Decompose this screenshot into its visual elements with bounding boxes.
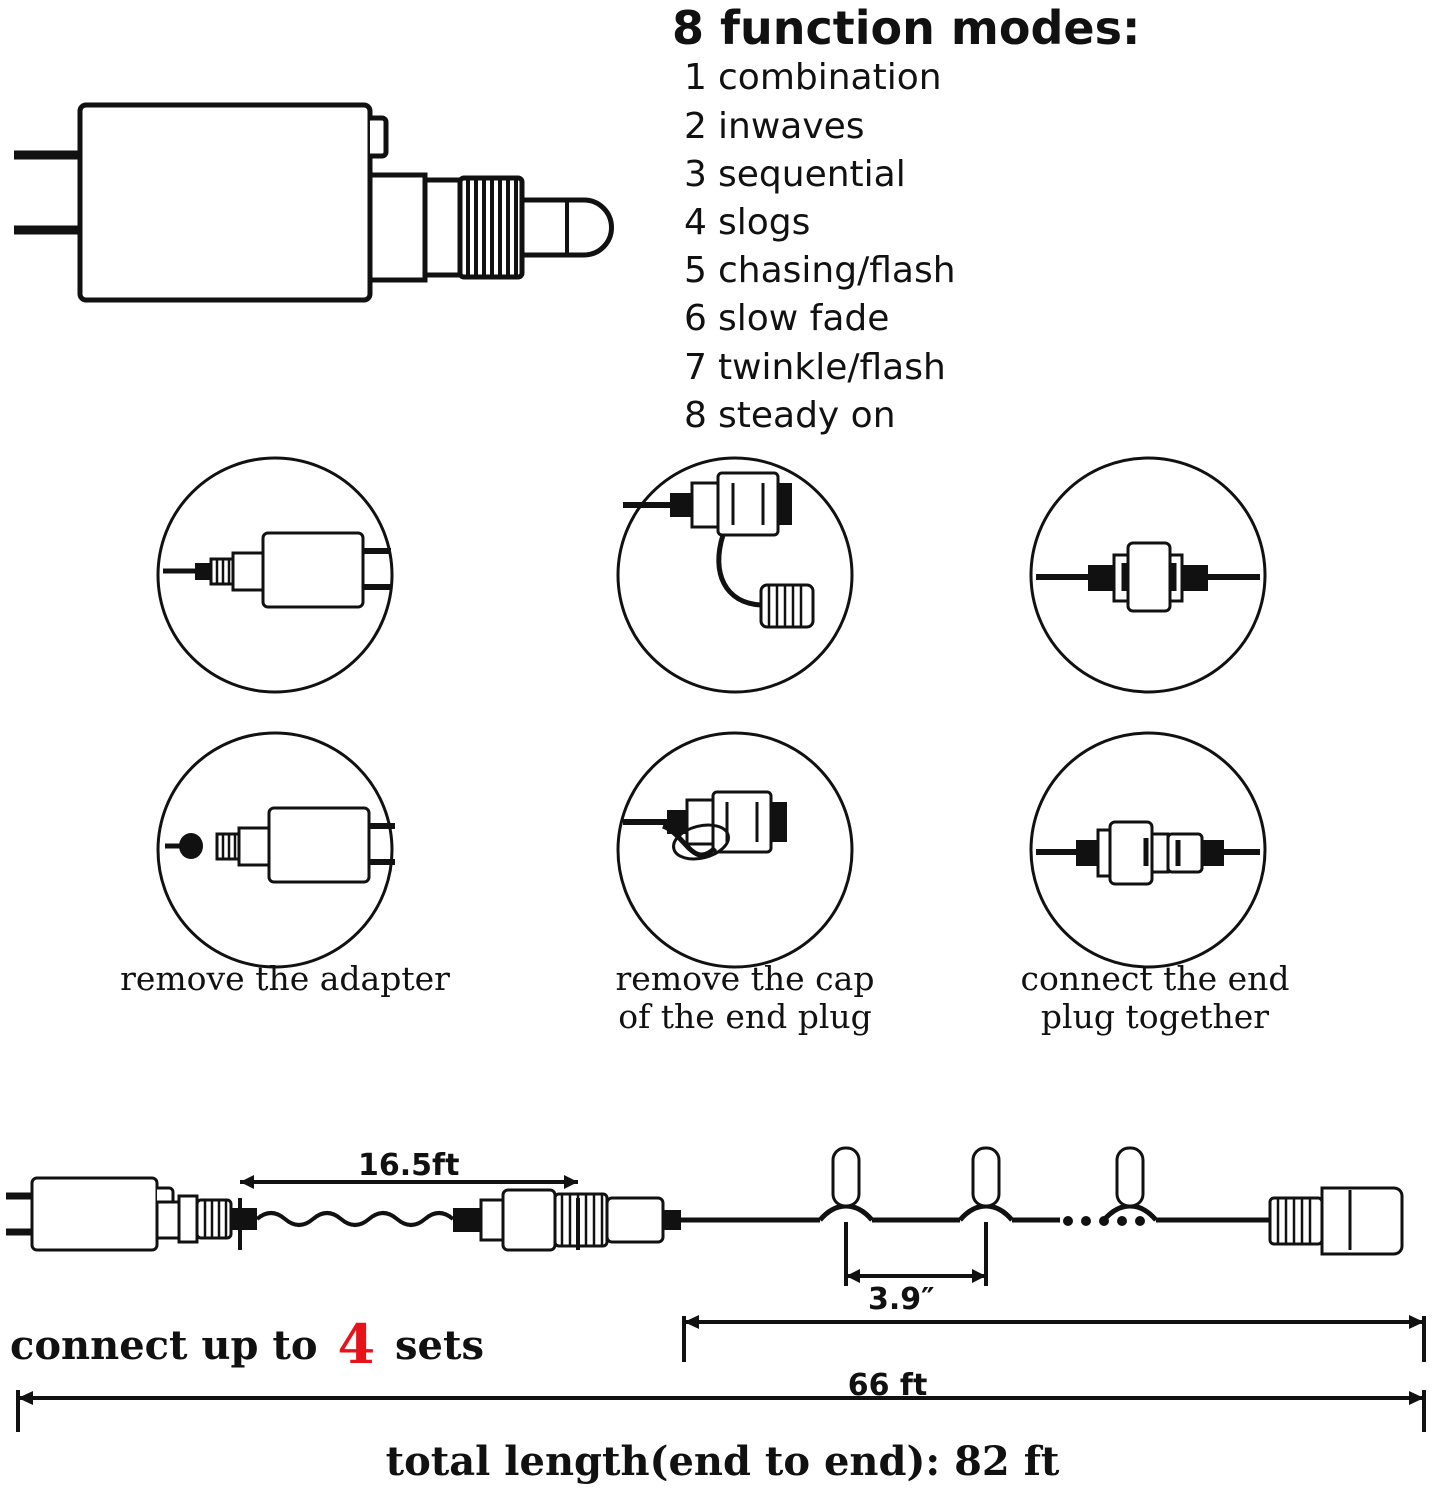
- step-caption-1: [55, 960, 515, 998]
- function-modes-block: [672, 0, 1372, 440]
- connect-sets-prefix: connect up to: [10, 1322, 318, 1369]
- step-circle-remove-adapter-after: [155, 730, 395, 974]
- step-circle-connect-plugs-after: [1028, 730, 1268, 974]
- step-caption-2: [515, 960, 975, 1036]
- dimension-label-lit-length: 66 ft: [847, 1368, 928, 1403]
- mode-item-4: [672, 199, 1372, 247]
- total-length-label: total length(end to end): 82 ft: [385, 1438, 1060, 1485]
- instruction-steps-block: [0, 440, 1445, 1070]
- mode-number: 2: [684, 105, 707, 147]
- step-circle-remove-cap-after: [615, 730, 855, 974]
- step-caption-1-line1: remove the adapter: [120, 959, 450, 998]
- mode-label: slogs: [718, 202, 811, 243]
- mode-label: slow fade: [718, 298, 890, 340]
- mode-label: sequential: [718, 153, 906, 195]
- mode-item-8: [672, 392, 1372, 440]
- mode-label: inwaves: [718, 105, 865, 147]
- mode-number: 8: [684, 394, 707, 436]
- mode-number: 6: [684, 298, 707, 340]
- function-modes-title: 8 function modes:: [672, 1, 1141, 55]
- string-diagram-svg: [0, 1090, 1445, 1494]
- mode-number: 4: [684, 202, 707, 243]
- step-caption-2-line2: of the end plug: [618, 996, 872, 1036]
- mode-item-7: [672, 344, 1372, 392]
- step-caption-2-line1: remove the cap: [615, 959, 875, 998]
- dimension-label-bulb-spacing: 3.9″: [868, 1282, 935, 1317]
- step-caption-3-line2: plug together: [1040, 996, 1270, 1036]
- step-caption-3-line1: connect the end: [1020, 959, 1290, 998]
- string-length-diagram: [0, 1090, 1445, 1494]
- connect-sets-count: 4: [337, 1312, 376, 1376]
- dimension-label-lead-length: 16.5ft: [358, 1148, 460, 1183]
- step-circle-remove-adapter-before: [155, 455, 395, 699]
- mode-number: 3: [684, 153, 707, 195]
- connect-sets-note: [10, 1312, 484, 1376]
- mode-number: 5: [684, 250, 707, 292]
- connect-sets-suffix: sets: [395, 1322, 484, 1369]
- mode-item-6: [672, 295, 1372, 343]
- step-caption-3: [925, 960, 1385, 1036]
- mode-number: 1: [684, 57, 707, 99]
- mode-item-2: [672, 103, 1372, 151]
- power-adapter-illustration: [0, 80, 640, 340]
- step-circle-remove-cap-before: [615, 455, 855, 699]
- mode-label: twinkle/flash: [718, 346, 946, 388]
- mode-label: combination: [718, 57, 942, 99]
- step-circle-connect-plugs-before: [1028, 455, 1268, 699]
- mode-number: 7: [684, 346, 707, 388]
- mode-item-5: [672, 247, 1372, 295]
- mode-item-3: [672, 151, 1372, 199]
- mode-label: chasing/flash: [718, 250, 956, 292]
- mode-label: steady on: [718, 394, 896, 436]
- mode-item-1: [672, 54, 1372, 102]
